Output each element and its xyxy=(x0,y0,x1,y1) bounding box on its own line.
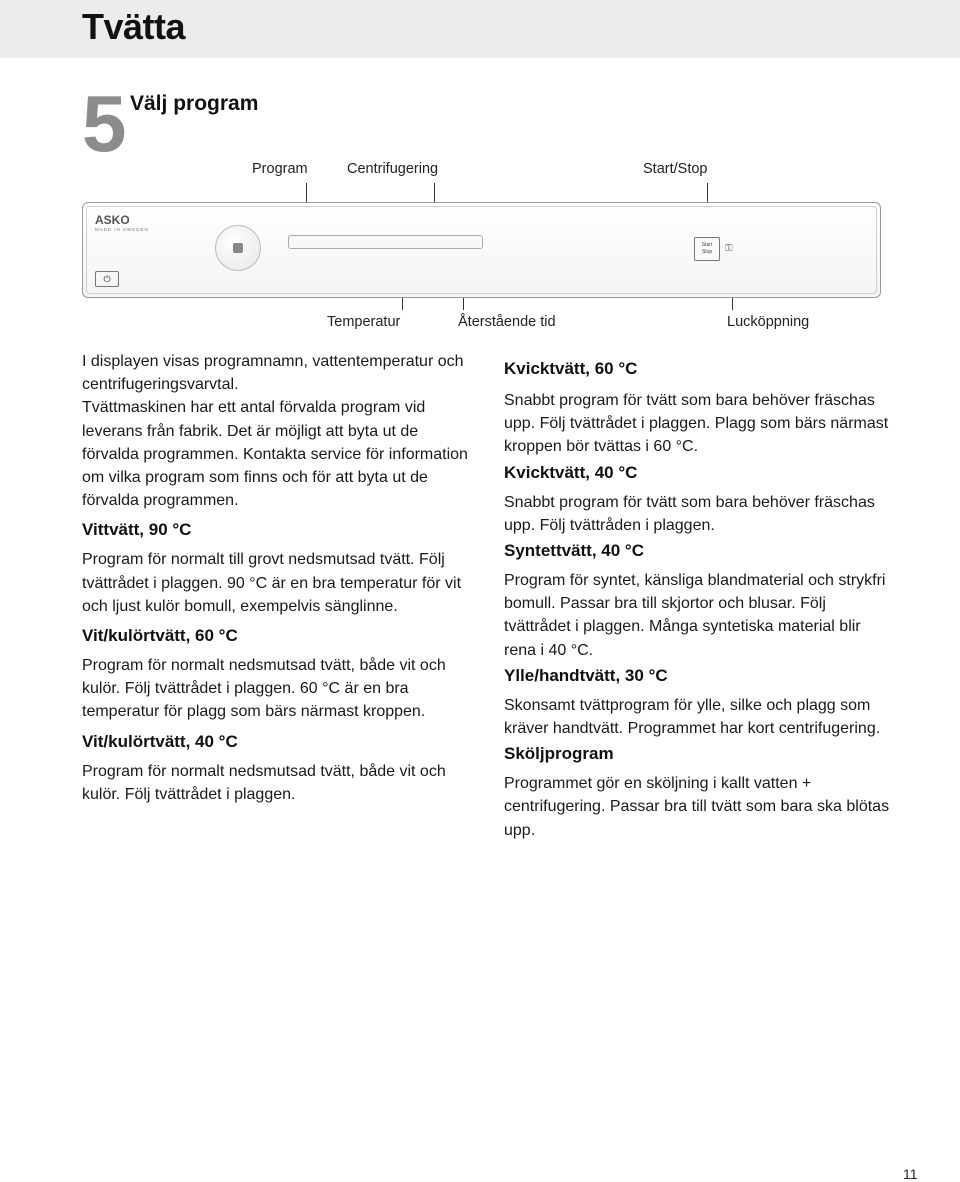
knob-indicator-icon xyxy=(233,243,243,253)
program-heading: Syntettvätt, 40 °C xyxy=(504,541,645,561)
program-heading: Kvicktvätt, 40 °C xyxy=(504,462,638,482)
stop-label: Stop xyxy=(701,249,713,255)
program-heading: Kvicktvätt, 60 °C xyxy=(504,359,638,378)
brand-tagline: MADE IN SWEDEN xyxy=(95,227,149,232)
program-heading: Vit/kulörtvätt, 40 °C xyxy=(82,731,238,751)
intro-paragraph: Tvättmaskinen har ett antal förvalda program vid leverans från fabrik. Det är möjligt att byta ut de förvalda programmen. Kontakta service för information om vilka program som finns och för att byta ut de förvalda programmen. xyxy=(82,399,468,510)
intro-paragraph: I displayen visas programnamn, vattentemperatur och centrifugeringsvarvtal. xyxy=(82,353,464,394)
label-luckoppning: Lucköppning xyxy=(727,314,810,330)
start-label: Start xyxy=(701,242,713,248)
program-heading: Vittvätt, 90 °C xyxy=(82,520,192,540)
start-stop-button[interactable] xyxy=(694,237,720,261)
step-title: Välj program xyxy=(130,92,259,115)
page-number: 11 xyxy=(903,1166,918,1182)
program-description: Programmet gör en sköljning i kallt vatten + centrifugering. Passar bra till tvätt som bara ska blötas upp. xyxy=(504,775,890,839)
program-description: Skonsamt tvättprogram för ylle, silke och plagg som kräver handtvätt. Programmet har kort centrifugering. xyxy=(504,696,881,738)
display-window xyxy=(288,235,483,249)
brand-logo: ASKO xyxy=(95,213,130,227)
step-number: 5 xyxy=(82,79,127,168)
program-knob[interactable] xyxy=(215,225,261,271)
page-title: Tvätta xyxy=(82,6,186,47)
program-description: Snabbt program för tvätt som bara behöver fräschas upp. Följ tvättråden i plaggen. xyxy=(504,493,875,534)
label-centrifugering: Centrifugering xyxy=(347,161,439,177)
program-heading: Vit/kulörtvätt, 60 °C xyxy=(82,626,238,646)
control-panel-illustration xyxy=(82,202,881,298)
panel-inner-frame xyxy=(86,206,877,294)
program-description: Snabbt program för tvätt som bara behöver fräschas upp. Följ tvättrådet i plaggen. Plagg som bärs närmast kroppen bör tvättas i 60 °C. xyxy=(504,392,889,456)
program-description: Program för normalt till grovt nedsmutsad tvätt. Följ tvättrådet i plaggen. 90 °C är en bra temperatur för vit och ljust kulör bomull, exempelvis sänglinne. xyxy=(82,551,462,615)
power-button[interactable] xyxy=(95,271,119,287)
power-icon: ⏻ xyxy=(103,274,111,284)
program-description: Program för syntet, känsliga blandmaterial och strykfri bomull. Passar bra till skjortor och blusar. Följ tvättrådet i plaggen. Många syntetiska material blir rena i 40 °C. xyxy=(504,572,886,659)
label-program: Program xyxy=(252,161,308,177)
right-column xyxy=(504,350,894,842)
label-start-stop: Start/Stop xyxy=(643,161,708,177)
program-description: Program för normalt nedsmutsad tvätt, både vit och kulör. Följ tvättrådet i plaggen. 60 °C är en bra temperatur för plagg som bärs närmast kroppen. xyxy=(82,657,446,721)
door-open-key-icon[interactable]: ⚿ xyxy=(725,243,733,254)
program-description: Program för normalt nedsmutsad tvätt, både vit och kulör. Följ tvättrådet i plaggen. xyxy=(82,762,446,803)
program-heading: Sköljprogram xyxy=(504,744,614,764)
label-aterstaende-tid: Återstående tid xyxy=(458,314,556,330)
left-column xyxy=(82,350,472,806)
program-heading: Ylle/handtvätt, 30 °C xyxy=(504,665,668,685)
label-temperatur: Temperatur xyxy=(327,314,401,330)
